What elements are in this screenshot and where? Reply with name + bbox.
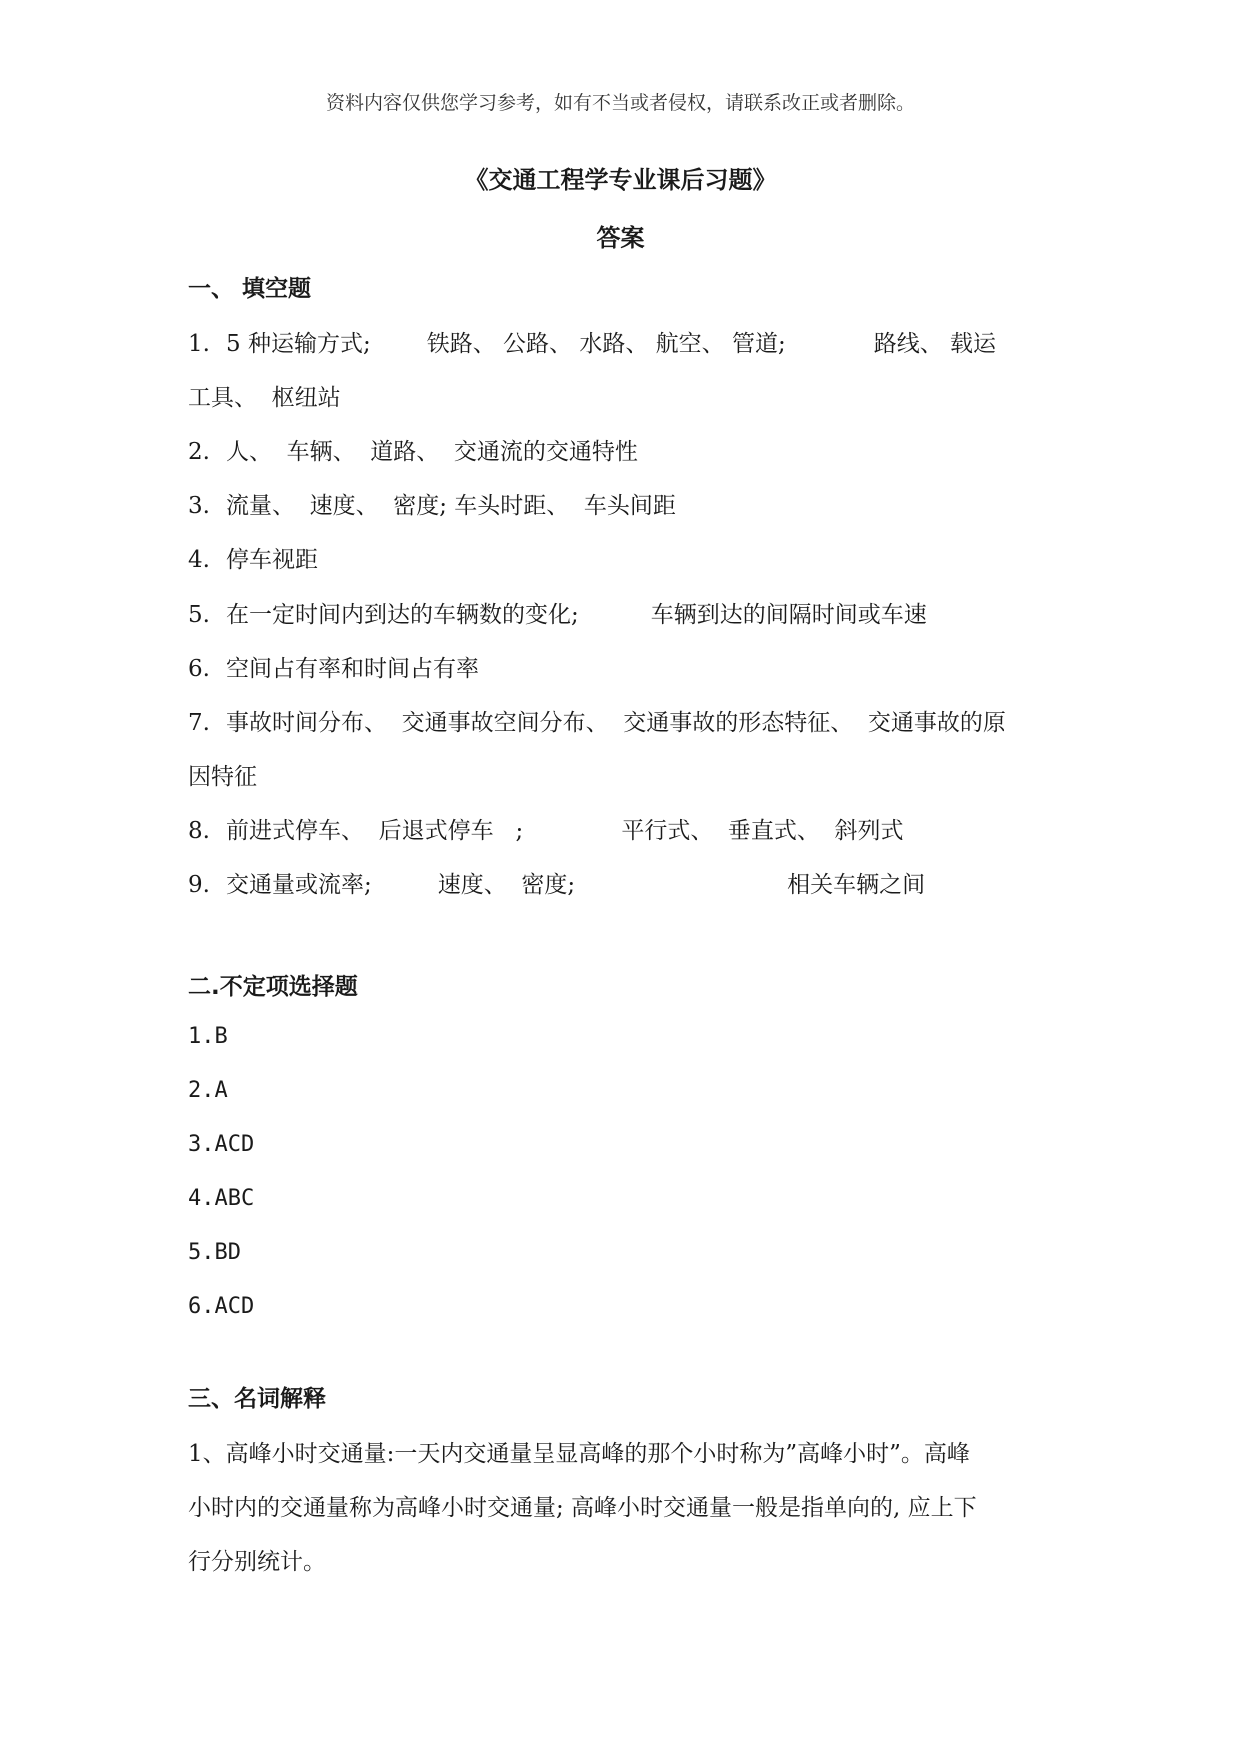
choice-answer: 6.ACD — [188, 1294, 255, 1319]
answer-item: 2. 人、 车辆、 道路、 交通流的交通特性 — [188, 439, 638, 465]
answer-item: 6. 空间占有率和时间占有率 — [188, 656, 479, 682]
choice-answer: 3.ACD — [188, 1132, 255, 1157]
definition-line: 1、高峰小时交通量:一天内交通量呈显高峰的那个小时称为”高峰小时”。高峰 — [188, 1441, 970, 1467]
answer-item-continuation: 工具、 枢纽站 — [188, 385, 341, 411]
copyright-notice: 资料内容仅供您学习参考，如有不当或者侵权，请联系改正或者删除。 — [325, 92, 915, 114]
answer-item: 8. 前进式停车、 后退式停车 ; 平行式、 垂直式、 斜列式 — [188, 818, 904, 844]
section-heading-multiple-choice: 二.不定项选择题 — [188, 974, 358, 1000]
section-heading-fill-blank: 一、 填空题 — [188, 276, 312, 302]
answer-item: 7. 事故时间分布、 交通事故空间分布、 交通事故的形态特征、 交通事故的原 — [188, 710, 1006, 736]
choice-answer: 4.ABC — [188, 1186, 255, 1211]
choice-answer: 2.A — [188, 1078, 228, 1103]
answer-item: 3. 流量、 速度、 密度; 车头时距、 车头间距 — [188, 493, 676, 519]
answer-item-continuation: 因特征 — [188, 764, 257, 790]
choice-answer: 1.B — [188, 1024, 228, 1049]
section-heading-definitions: 三、名词解释 — [188, 1386, 326, 1412]
definition-line: 行分别统计。 — [188, 1549, 326, 1575]
document-title: 《交通工程学专业课后习题》 — [464, 166, 777, 194]
answer-item: 5. 在一定时间内到达的车辆数的变化; 车辆到达的间隔时间或车速 — [188, 602, 927, 628]
answer-item: 4. 停车视距 — [188, 547, 318, 573]
answer-item: 1. 5 种运输方式; 铁路、 公路、 水路、 航空、 管道; 路线、 载运 — [188, 331, 997, 357]
choice-answer: 5.BD — [188, 1240, 241, 1265]
answer-item: 9. 交通量或流率; 速度、 密度; 相关车辆之间 — [188, 872, 926, 898]
definition-line: 小时内的交通量称为高峰小时交通量; 高峰小时交通量一般是指单向的, 应上下 — [188, 1495, 977, 1521]
document-subtitle: 答案 — [596, 224, 645, 252]
